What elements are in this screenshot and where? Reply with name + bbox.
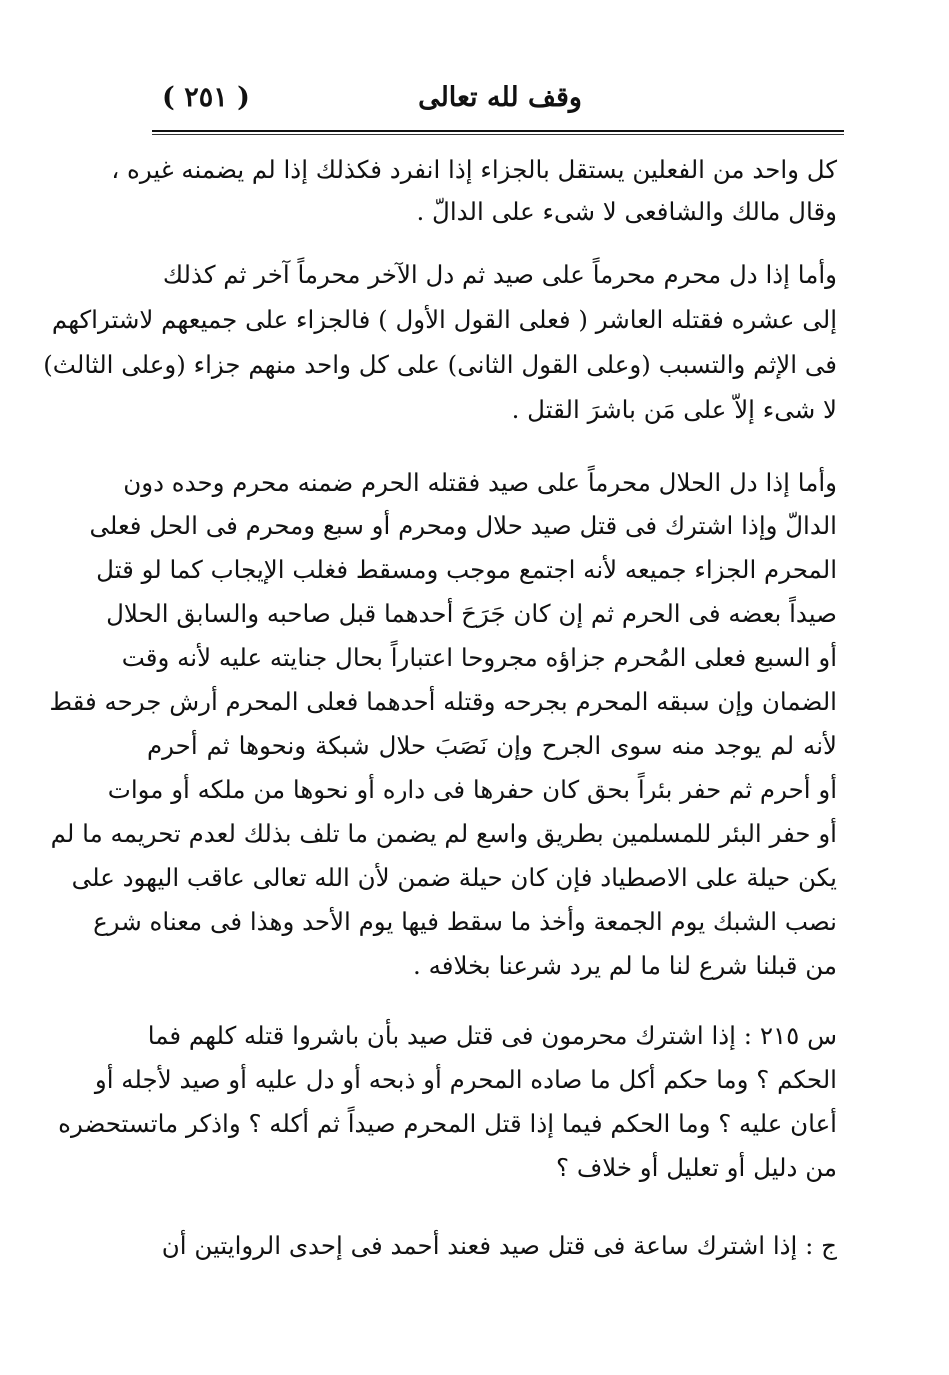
text-line: كل واحد من الفعلين يستقل بالجزاء إذا انفرد فكذلك إذا لم يضمنه غيره ، <box>111 155 837 184</box>
question-line: من دليل أو تعليل أو خلاف ؟ <box>556 1153 837 1182</box>
text-line: أو حفر البئر للمسلمين بطريق واسع لم يضمن ما تلف بذلك لعدم تحريمه ما لم <box>50 819 837 848</box>
text-line: الدالّ وإذا اشترك فى قتل صيد حلال ومحرم أو سبع ومحرم فى الحل فعلى <box>89 511 837 540</box>
text-line: الضمان وإن سبقه المحرم بجرحه وقتله أحدهما فعلى المحرم أرش جرحه فقط <box>49 687 837 716</box>
question-line: الحكم ؟ وما حكم أكل ما صاده المحرم أو ذبحه أو دل عليه أو صيد لأجله أو <box>94 1065 837 1094</box>
text-line: من قبلنا شرع لنا ما لم يرد شرعنا بخلافه . <box>413 951 837 980</box>
text-line: يكن حيلة على الاصطياد فإن كان حيلة ضمن لأن الله تعالى عاقب اليهود على <box>71 863 837 892</box>
text-line: إلى عشره فقتله العاشر ( فعلى القول الأول ) فالجزاء على جميعهم لاشتراكهم <box>51 305 837 334</box>
text-line: وأما إذا دل الحلال محرماً على صيد فقتله الحرم ضمنه محرم وحده دون <box>123 468 837 497</box>
page-number: ( ٢٥١ ) <box>162 82 250 113</box>
text-line: نصب الشبك يوم الجمعة وأخذ ما سقط فيها يوم الأحد وهذا فى معناه شرع <box>93 907 837 936</box>
running-title: وقف لله تعالى <box>418 82 582 113</box>
header-rule-secondary <box>152 134 844 135</box>
question-line: س ٢١٥ : إذا اشترك محرمون فى قتل صيد بأن باشروا قتله كلهم فما <box>147 1021 837 1050</box>
text-line: لا شىء إلاّ على مَن باشرَ القتل . <box>511 395 837 424</box>
text-line: فى الإثم والتسبب (وعلى القول الثانى) على كل واحد منهم جزاء (وعلى الثالث) <box>43 350 837 379</box>
text-line: أو أحرم ثم حفر بئراً بحق كان حفرها فى داره أو نحوها من ملكه أو موات <box>107 775 837 804</box>
question-line: أعان عليه ؟ وما الحكم فيما إذا قتل المحرم صيداً ثم أكله ؟ واذكر ماتستحضره <box>58 1109 837 1138</box>
text-line: وقال مالك والشافعى لا شىء على الدالّ . <box>416 197 837 226</box>
header-rule <box>152 130 844 132</box>
text-line: لأنه لم يوجد منه سوى الجرح وإن نَصَبَ حلال شبكة ونحوها ثم أحرم <box>147 731 837 760</box>
text-line: صيداً بعضه فى الحرم ثم إن كان جَرَحَ أحدهما قبل صاحبه والسابق الحلال <box>106 599 837 628</box>
text-line: المحرم الجزاء جميعه لأنه اجتمع موجب ومسقط فغلب الإيجاب كما لو قتل <box>96 555 837 584</box>
text-line: وأما إذا دل محرم محرماً على صيد ثم دل الآخر محرماً آخر ثم كذلك <box>162 260 837 289</box>
text-line: أو السبع فعلى المُحرم جزاؤه مجروحا اعتباراً بحال جنايته عليه لأنه وقت <box>121 643 837 672</box>
answer-line: ج : إذا اشترك ساعة فى قتل صيد فعند أحمد فى إحدى الروايتين أن <box>161 1231 837 1260</box>
page-header <box>150 80 850 126</box>
